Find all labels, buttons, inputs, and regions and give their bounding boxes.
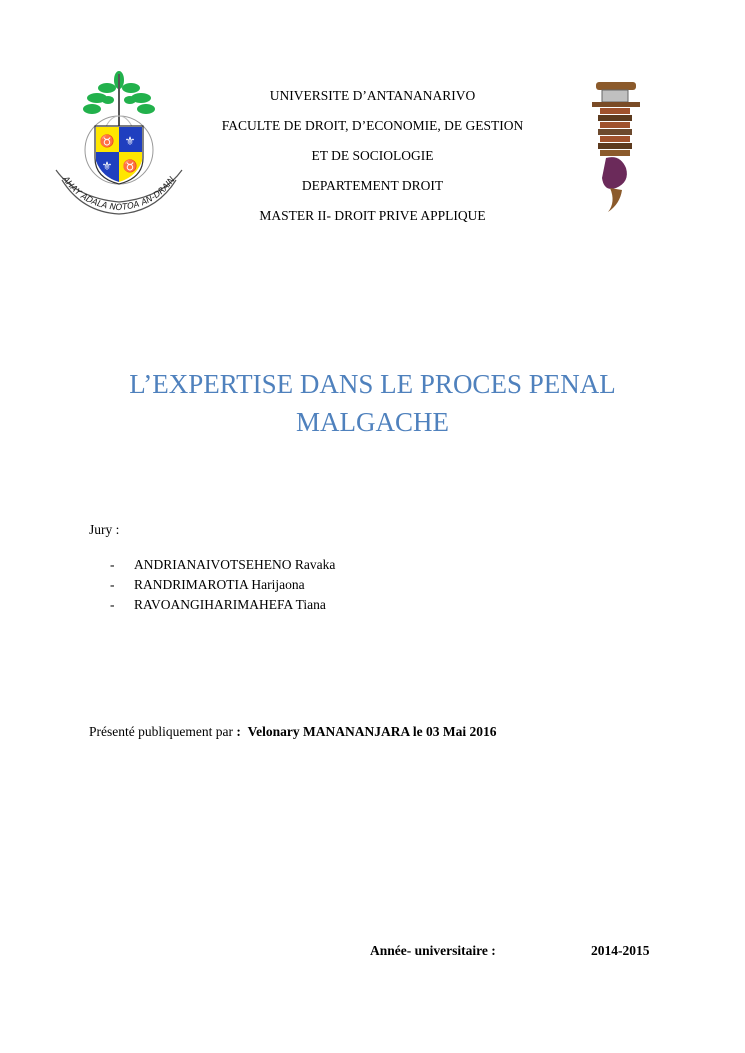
list-bullet: - (110, 597, 115, 612)
thesis-title (60, 365, 685, 441)
svg-text:⚜: ⚜ (124, 134, 136, 148)
faculty-name-continued: ET DE SOCIOLOGIE (311, 148, 434, 163)
presentation-colon: : (236, 724, 241, 739)
presentation-line (89, 724, 496, 740)
svg-text:♉: ♉ (99, 134, 115, 148)
list-bullet: - (110, 577, 115, 592)
jury-member: RAVOANGIHARIMAHEFA Tiana (134, 597, 326, 612)
institution-header (190, 86, 555, 236)
list-bullet: - (110, 557, 115, 572)
svg-text:FAHAY ADALA NOTOA AN-DRAINY: FAHAY ADALA NOTOA AN-DRAINY (49, 59, 178, 214)
academic-year-value: 2014-2015 (591, 943, 650, 958)
university-name: UNIVERSITE D’ANTANANARIVO (269, 88, 476, 103)
academic-year-label: Année- universitaire : (370, 943, 496, 958)
svg-text:♉: ♉ (122, 159, 138, 173)
program-name: MASTER II- DROIT PRIVE APPLIQUE (259, 208, 486, 223)
jury-list (110, 556, 335, 616)
thesis-title-line-1: L’EXPERTISE DANS LE PROCES PENAL (129, 369, 616, 399)
svg-text:⚜: ⚜ (101, 159, 113, 173)
faculty-name: FACULTE DE DROIT, D’ECONOMIE, DE GESTION (221, 118, 524, 133)
thesis-title-line-2: MALGACHE (296, 407, 449, 437)
jury-member: RANDRIMAROTIA Harijaona (134, 577, 305, 592)
department-logo (586, 78, 648, 218)
list-item (110, 596, 335, 616)
university-logo (49, 59, 186, 216)
list-item (110, 576, 335, 596)
presentation-prefix: Présenté publiquement par (89, 724, 233, 739)
jury-label: Jury : (89, 522, 120, 537)
list-item (110, 556, 335, 576)
department-name: DEPARTEMENT DROIT (301, 178, 444, 193)
presenter-and-date: Velonary MANANANJARA le 03 Mai 2016 (247, 724, 497, 739)
jury-member: ANDRIANAIVOTSEHENO Ravaka (134, 557, 336, 572)
